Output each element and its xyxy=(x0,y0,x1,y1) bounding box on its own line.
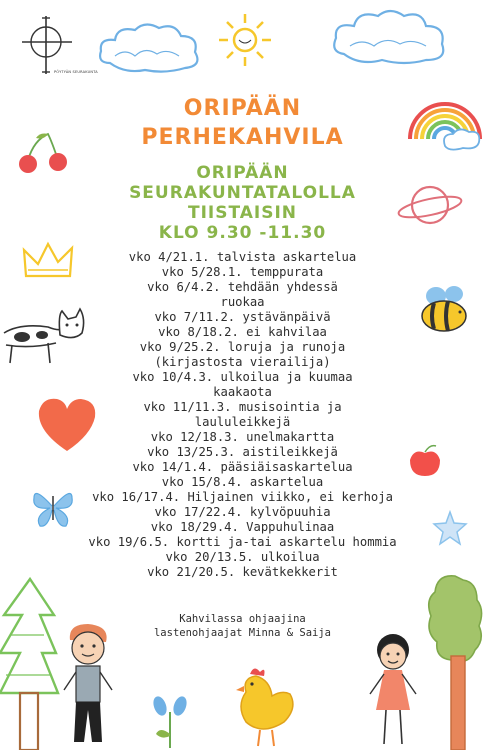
schedule-line: vko 17/22.4. kylvöpuuhia xyxy=(154,505,331,519)
subtitle-line-1: ORIPÄÄN xyxy=(196,163,289,183)
schedule-line: vko 4/21.1. talvista askartelua xyxy=(128,250,357,264)
footer-line-2: lastenohjaajat Minna & Saija xyxy=(153,626,331,639)
schedule-line: vko 19/6.5. kortti ja-tai askartelu hommia xyxy=(88,535,397,549)
cross-logo-icon xyxy=(20,14,75,76)
girl-icon xyxy=(362,628,424,750)
subtitle xyxy=(0,163,485,243)
schedule-line: vko 21/20.5. kevätkekkerit xyxy=(147,565,338,579)
schedule-line: vko 13/25.3. aistileikkejä xyxy=(147,445,338,459)
schedule-line: vko 11/11.3. musisointia ja xyxy=(143,400,342,414)
schedule-line: vko 5/28.1. temppurata xyxy=(161,265,324,279)
flower-icon xyxy=(150,690,190,750)
tree-icon xyxy=(425,570,485,750)
schedule-line: vko 14/1.4. pääsiäisaskartelua xyxy=(132,460,353,474)
schedule-line: vko 10/4.3. ulkoilua ja kuumaa xyxy=(132,370,353,384)
schedule-line: ruokaa xyxy=(220,295,265,309)
schedule-line: vko 15/8.4. askartelua xyxy=(161,475,324,489)
star-icon xyxy=(432,510,468,546)
logo-text: PÖYTYÄN SEURAKUNTA xyxy=(54,70,98,74)
cloud-icon xyxy=(330,6,450,68)
schedule-line: vko 18/29.4. Vappuhulinaa xyxy=(150,520,335,534)
footer-line-1: Kahvilassa ohjaajina xyxy=(179,613,306,625)
butterfly-icon xyxy=(30,482,75,532)
schedule-line: vko 16/17.4. Hiljainen viikko, ei kerhoja xyxy=(92,490,393,504)
schedule-line: vko 7/11.2. ystävänpäivä xyxy=(154,310,331,324)
title-line-1: ORIPÄÄN xyxy=(183,96,302,121)
subtitle-line-4: KLO 9.30 -11.30 xyxy=(158,223,327,243)
bee-icon xyxy=(418,282,473,337)
page-title xyxy=(0,94,485,152)
schedule-line: laululeikkejä xyxy=(194,415,291,429)
footer-note xyxy=(100,613,385,640)
subtitle-line-2: SEURAKUNTATALOLLA xyxy=(129,183,356,203)
chicken-icon xyxy=(232,660,302,750)
schedule-line: vko 8/18.2. ei kahvilaa xyxy=(158,325,327,339)
schedule-list xyxy=(70,250,415,580)
sun-icon xyxy=(215,10,275,70)
cloud-icon xyxy=(95,18,205,78)
schedule-line: (kirjastosta vierailija) xyxy=(154,355,331,369)
schedule-line: kaakaota xyxy=(213,385,272,399)
schedule-line: vko 9/25.2. loruja ja runoja xyxy=(139,340,346,354)
subtitle-line-3: TIISTAISIN xyxy=(187,203,298,223)
schedule-line: vko 6/4.2. tehdään yhdessä xyxy=(147,280,338,294)
title-line-2: PERHEKAHVILA xyxy=(141,125,344,150)
schedule-line: vko 20/13.5. ulkoilua xyxy=(165,550,320,564)
schedule-line: vko 12/18.3. unelmakartta xyxy=(150,430,335,444)
